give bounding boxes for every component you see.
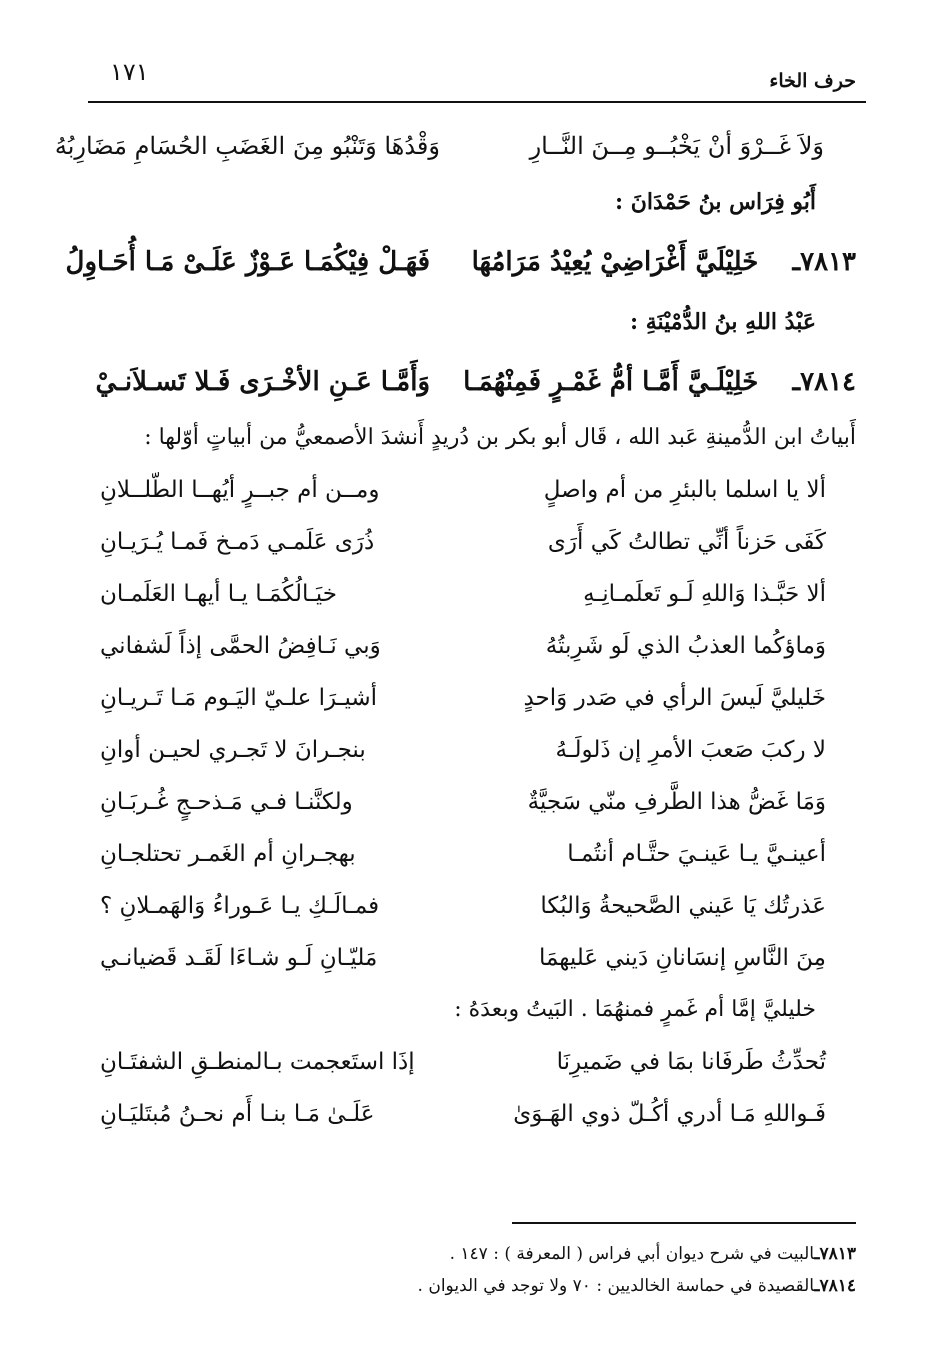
- verse-second-hemistich: ذُرَى عَلَمـي دَمـخ فَمـا يُـرَيـانِ: [100, 529, 375, 555]
- commentary-line: خليليَّ إمَّا أم غَمرٍ فمنهُمَا . البَيتُ وبعدَهُ :: [454, 997, 816, 1022]
- poem-continuation: [100, 1036, 856, 1140]
- verse-second-hemistich: بهجـرانِ أم الغَمـر تحتلجـانِ: [100, 841, 356, 867]
- poem-verse: [100, 1088, 856, 1140]
- footnote-number: ٧٨١٣ـ: [814, 1244, 856, 1264]
- verse-second-hemistich: فَهَـلْ فِيْكُمَـا عَـوْزٌ عَلَـىْ مَـا أُحَـاوِلُ: [65, 247, 431, 277]
- footnotes: [100, 1238, 856, 1302]
- poem-verse: [100, 776, 856, 828]
- verse-first-hemistich: كَفَى حَزناً أنِّي تطالتُ كَي أَرَى: [547, 529, 826, 555]
- verse-first-hemistich: خَلِيْلَـيَّ أَمَّـا أمُّ غَمْـرٍ فَمِنْهُمَـا: [463, 367, 759, 397]
- verse-first-hemistich: تُحدِّثُ طَرفَانا بمَا في ضَميرِنَا: [556, 1049, 826, 1075]
- verse-second-hemistich: وَقْدُهَا وَتَنْبُو مِنَ الغَضَبِ الحُسَامِ مَضَارِبُهُ: [54, 132, 440, 160]
- verse-second-hemistich: ولكنَّنـا فـي مَـذحـجٍ غُـربَـانِ: [100, 789, 353, 815]
- verse-first-hemistich: عَذرتُك يَا عَيني الصَّحيحةُ وَالبُكا: [540, 893, 826, 919]
- poem-verse: [100, 672, 856, 724]
- footnote-number: ٧٨١٤ـ: [814, 1276, 856, 1296]
- footnote-text: القصيدة في حماسة الخالديين : ٧٠ ولا توجد في الديوان .: [417, 1276, 815, 1296]
- verse-second-hemistich: وَبي نَـافِضُ الحمَّى إذاً لَشفاني: [100, 633, 381, 659]
- verse-first-hemistich: لا ركبَ صَعبَ الأمرِ إن ذَلولَـهُ: [555, 737, 826, 763]
- commentary-paragraph: أَبياتُ ابن الدُّمينةِ عَبد الله ، قَال أبو بكر بن دُريدٍ أَنشدَ الأصمعيُّ من أبياتٍ أوّلها :: [144, 425, 856, 450]
- poem-verse: [100, 932, 856, 984]
- verse-second-hemistich: مَليّـانِ لَـو شـاءَا لَقَـد قَضيانـي: [100, 945, 378, 971]
- poem-verse: [100, 516, 856, 568]
- poet-name: أَبُو فِرَاس بنُ حَمْدَانَ :: [615, 189, 816, 215]
- header-rule: [88, 101, 866, 103]
- verse-first-hemistich: ألا يا اسلما بالبئرِ من أم واصلٍ: [543, 477, 826, 503]
- verse-second-hemistich: خيَـالُكُمَـا يـا أيهـا العَلَمـان: [100, 581, 337, 607]
- verse-second-hemistich: إذَا استَعجمت بـالمنطـقِ الشفتَـانِ: [100, 1049, 415, 1075]
- poem-verse: [100, 828, 856, 880]
- poem-verse: [100, 880, 856, 932]
- verse-first-hemistich: مِنَ النَّاسِ إنسَانانِ دَيني عَليهمَا: [538, 945, 826, 971]
- footnote-7814: [100, 1270, 856, 1302]
- poem-block: [100, 464, 856, 984]
- verse-first-hemistich: ألا حَبَّـذا وَاللهِ لَـو تَعلَمـانِـهِ: [583, 581, 826, 607]
- page-body: [54, 118, 856, 1140]
- verse-number: ٧٨١٣ـ: [792, 247, 856, 277]
- verse-first-hemistich: فَـواللهِ مَـا أدري أكُـلّ ذوي الهَـوَىٰ: [513, 1101, 826, 1127]
- verse-number: ٧٨١٤ـ: [792, 367, 856, 397]
- verse-first-hemistich: وَمَا غَضُّ هذا الطَّرفِ منّي سَجيَّةٌ: [527, 789, 826, 815]
- verse-second-hemistich: أشيـرَا علـيّ اليَـوم مَـا تَـريـانِ: [100, 685, 378, 711]
- page-number: ١٧١: [110, 58, 149, 86]
- poem-verse: [100, 620, 856, 672]
- footnote-rule: [512, 1222, 856, 1224]
- verse-first-hemistich: خَليليَّ لَيسَ الرأي في صَدر وَاحدٍ: [523, 685, 826, 711]
- verse-second-hemistich: فمـالَـكِ يـا عَـوراءُ وَالهَمـلانِ ؟: [100, 893, 380, 919]
- poem-verse: [100, 568, 856, 620]
- verse-first-hemistich: وَلاَ غَــرْوَ أنْ يَخْبُــو مِــنَ النَّــارِ: [529, 132, 824, 160]
- verse-second-hemistich: وَأَمَّـا عَـنِ الأخْـرَى فَـلا تَسـلاَنـيْ: [95, 367, 431, 397]
- poem-verse: [100, 464, 856, 516]
- footnote-7813: [100, 1238, 856, 1270]
- running-title: حرف الخاء: [769, 70, 856, 92]
- verse-first-hemistich: خَلِيْلَيَّ أَغْرَاضِيْ يُعِيْدُ مَرَامُهَا: [471, 247, 759, 277]
- numbered-verse-7814: [95, 350, 856, 414]
- verse-second-hemistich: عَلَـىٰ مَـا بنـا أَم نحـنُ مُبتَليَـانِ: [100, 1101, 375, 1127]
- numbered-verse-7813: [65, 230, 856, 294]
- verse-row: [54, 118, 856, 174]
- verse-second-hemistich: ومــن أم جبــرٍ أيُهــا الطّلــلانِ: [100, 477, 380, 503]
- verse-second-hemistich: بنجـرانَ لا تَجـري لحيـن أوانِ: [100, 737, 366, 763]
- poem-verse: [100, 1036, 856, 1088]
- poem-verse: [100, 724, 856, 776]
- footnote-text: البيت في شرح ديوان أبي فراس ( المعرفة ) : ١٤٧ .: [449, 1244, 815, 1264]
- poet-name: عَبْدُ اللهِ بنُ الدُّمْيْنَةِ :: [629, 309, 816, 335]
- page-header: [100, 56, 856, 96]
- verse-first-hemistich: أعينـيَّ يـا عَينـيَ حتَّـام أنتُمـا: [567, 841, 826, 867]
- verse-first-hemistich: وَماؤكُما العذبُ الذي لَو شَرِبتُهُ: [545, 633, 826, 659]
